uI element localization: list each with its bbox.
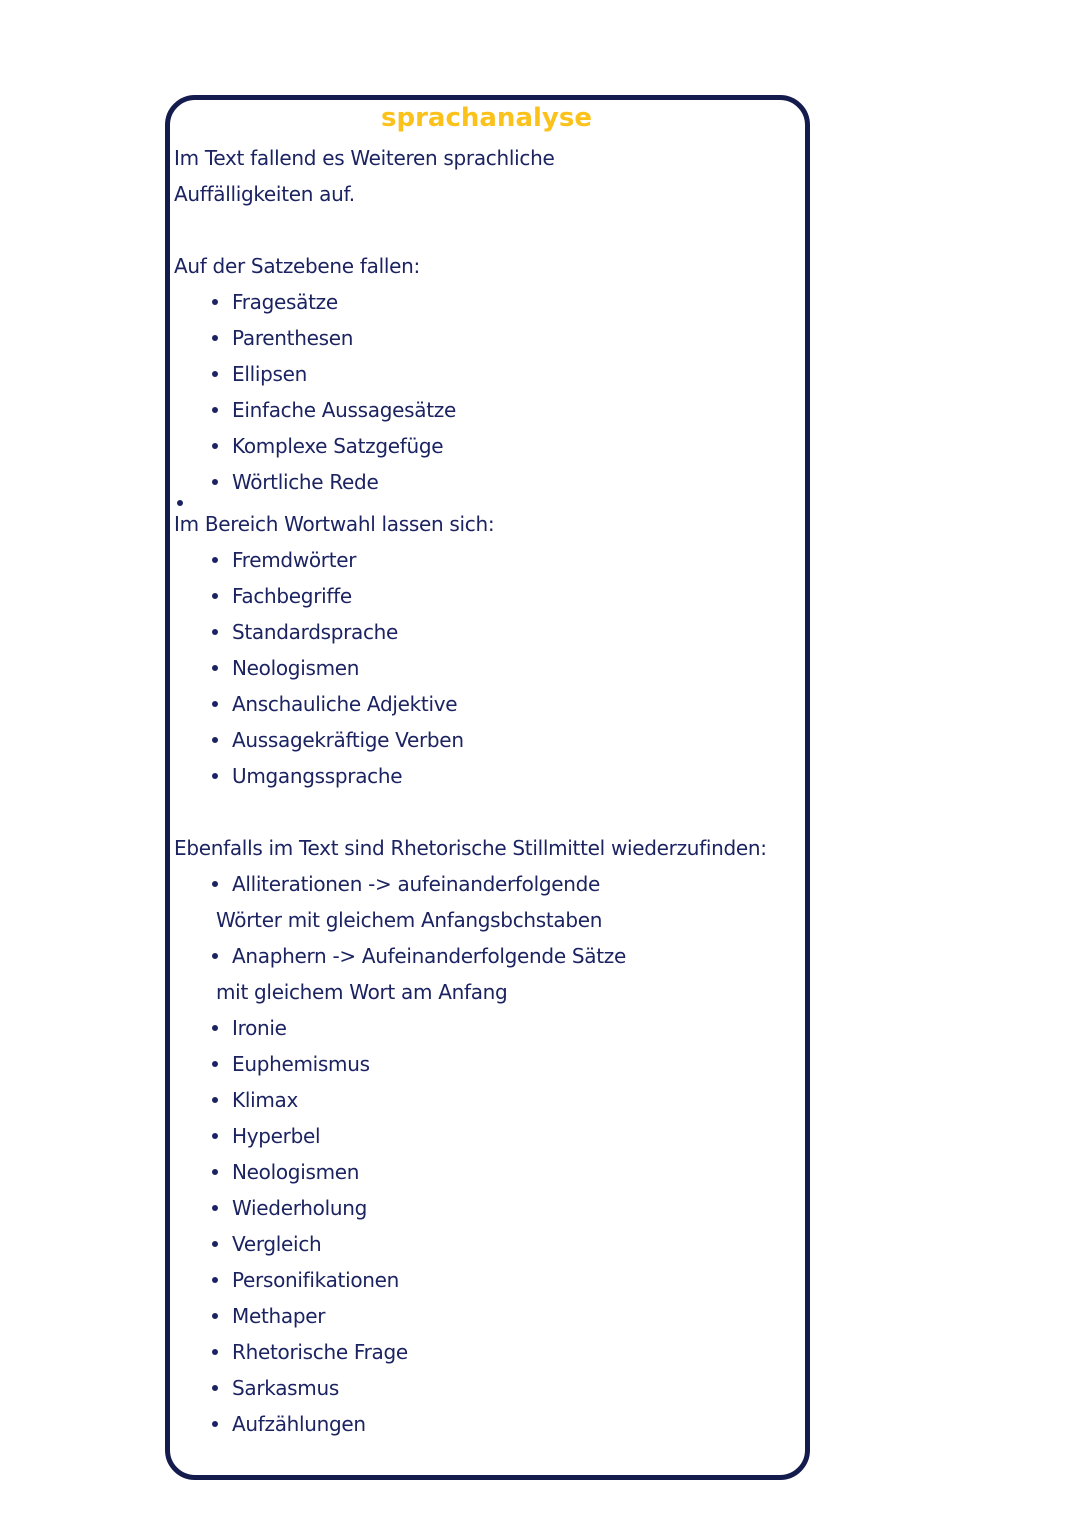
list-item [174,1154,799,1190]
bullet-icon [212,1061,218,1067]
bullet-icon [212,737,218,743]
list-item-wrap-line: Wörter mit gleichem Anfangsbchstaben [216,908,603,932]
list-item [174,1082,799,1118]
bullet-icon [212,1169,218,1175]
list-item-label: Anaphern -> Aufeinanderfolgende Sätze [232,944,626,968]
list-item-label: Sarkasmus [232,1376,339,1400]
list-item [174,614,799,650]
list-item-label: Aufzählungen [232,1412,366,1436]
list-item [174,464,799,500]
bullet-icon [212,557,218,563]
bullet-icon [212,629,218,635]
sprachanalyse-note-card [165,95,810,1480]
list-item-label: Wörtliche Rede [232,470,379,494]
intro-line: Im Text fallend es Weiteren sprachliche [174,146,555,170]
intro-line: Auffälligkeiten auf. [174,182,355,206]
bullet-icon [212,953,218,959]
list-item-label: Vergleich [232,1232,322,1256]
bullet-icon [212,773,218,779]
section-heading-stilmittel: Ebenfalls im Text sind Rhetorische Stillmittel wiederzufinden: [174,836,767,860]
list-item [174,284,799,320]
list-item-label: Hyperbel [232,1124,321,1148]
bullet-icon [212,1313,218,1319]
bullet-icon [212,593,218,599]
note-title: sprachanalyse [381,106,592,133]
list-item [174,866,799,902]
list-item-label: Ironie [232,1016,287,1040]
list-item-label: Neologismen [232,1160,360,1184]
list-item [174,542,799,578]
list-item-label: Fachbegriffe [232,584,352,608]
list-item-label: Anschauliche Adjektive [232,692,458,716]
blank-line [174,794,799,830]
list-item [174,650,799,686]
bullet-icon [212,443,218,449]
list-item [174,1262,799,1298]
list-item-label: Umgangssprache [232,764,403,788]
list-item [174,1190,799,1226]
list-item [174,758,799,794]
list-item-label: Methaper [232,1304,326,1328]
list-item-wrap-line: mit gleichem Wort am Anfang [216,980,508,1004]
note-title-container [174,106,799,136]
list-item-label: Komplexe Satzgefüge [232,434,444,458]
list-item [174,1406,799,1442]
bullet-icon [212,1133,218,1139]
list-item-label: Wiederholung [232,1196,367,1220]
list-item [174,578,799,614]
bullet-icon [212,1025,218,1031]
list-item [174,392,799,428]
list-item-label: Klimax [232,1088,299,1112]
list-item-label: Neologismen [232,656,360,680]
list-item [174,356,799,392]
list-item [174,686,799,722]
list-item-label: Aussagekräftige Verben [232,728,464,752]
bullet-icon [212,881,218,887]
bullet-icon [212,479,218,485]
section-heading-satzebene: Auf der Satzebene fallen: [174,254,420,278]
list-item-label: Standardsprache [232,620,399,644]
bullet-icon [212,1097,218,1103]
section-heading-wortwahl: Im Bereich Wortwahl lassen sich: [174,512,495,536]
list-item-label: Parenthesen [232,326,354,350]
bullet-icon [212,1385,218,1391]
list-item-label: Personifikationen [232,1268,400,1292]
bullet-icon [212,701,218,707]
bullet-icon [212,1349,218,1355]
list-item [174,1370,799,1406]
list-item [174,722,799,758]
blank-line [174,212,799,248]
list-item-label: Alliterationen -> aufeinanderfolgende [232,872,601,896]
bullet-icon [212,407,218,413]
list-item [174,428,799,464]
bullet-icon [212,1277,218,1283]
list-item-label: Fremdwörter [232,548,357,572]
list-item [174,1298,799,1334]
list-item-label: Fragesätze [232,290,338,314]
list-item [174,1334,799,1370]
bullet-icon [212,335,218,341]
list-item-label: Einfache Aussagesätze [232,398,456,422]
list-item-label: Ellipsen [232,362,308,386]
list-item [174,1010,799,1046]
bullet-icon [212,1241,218,1247]
list-item [174,938,799,974]
bullet-icon [212,1421,218,1427]
list-item-label: Rhetorische Frage [232,1340,408,1364]
bullet-icon [212,1205,218,1211]
list-item-label: Euphemismus [232,1052,370,1076]
list-item [174,320,799,356]
bullet-icon [212,371,218,377]
list-item [174,1226,799,1262]
bullet-icon [212,299,218,305]
list-item [174,1046,799,1082]
list-item [174,1118,799,1154]
bullet-icon [212,665,218,671]
